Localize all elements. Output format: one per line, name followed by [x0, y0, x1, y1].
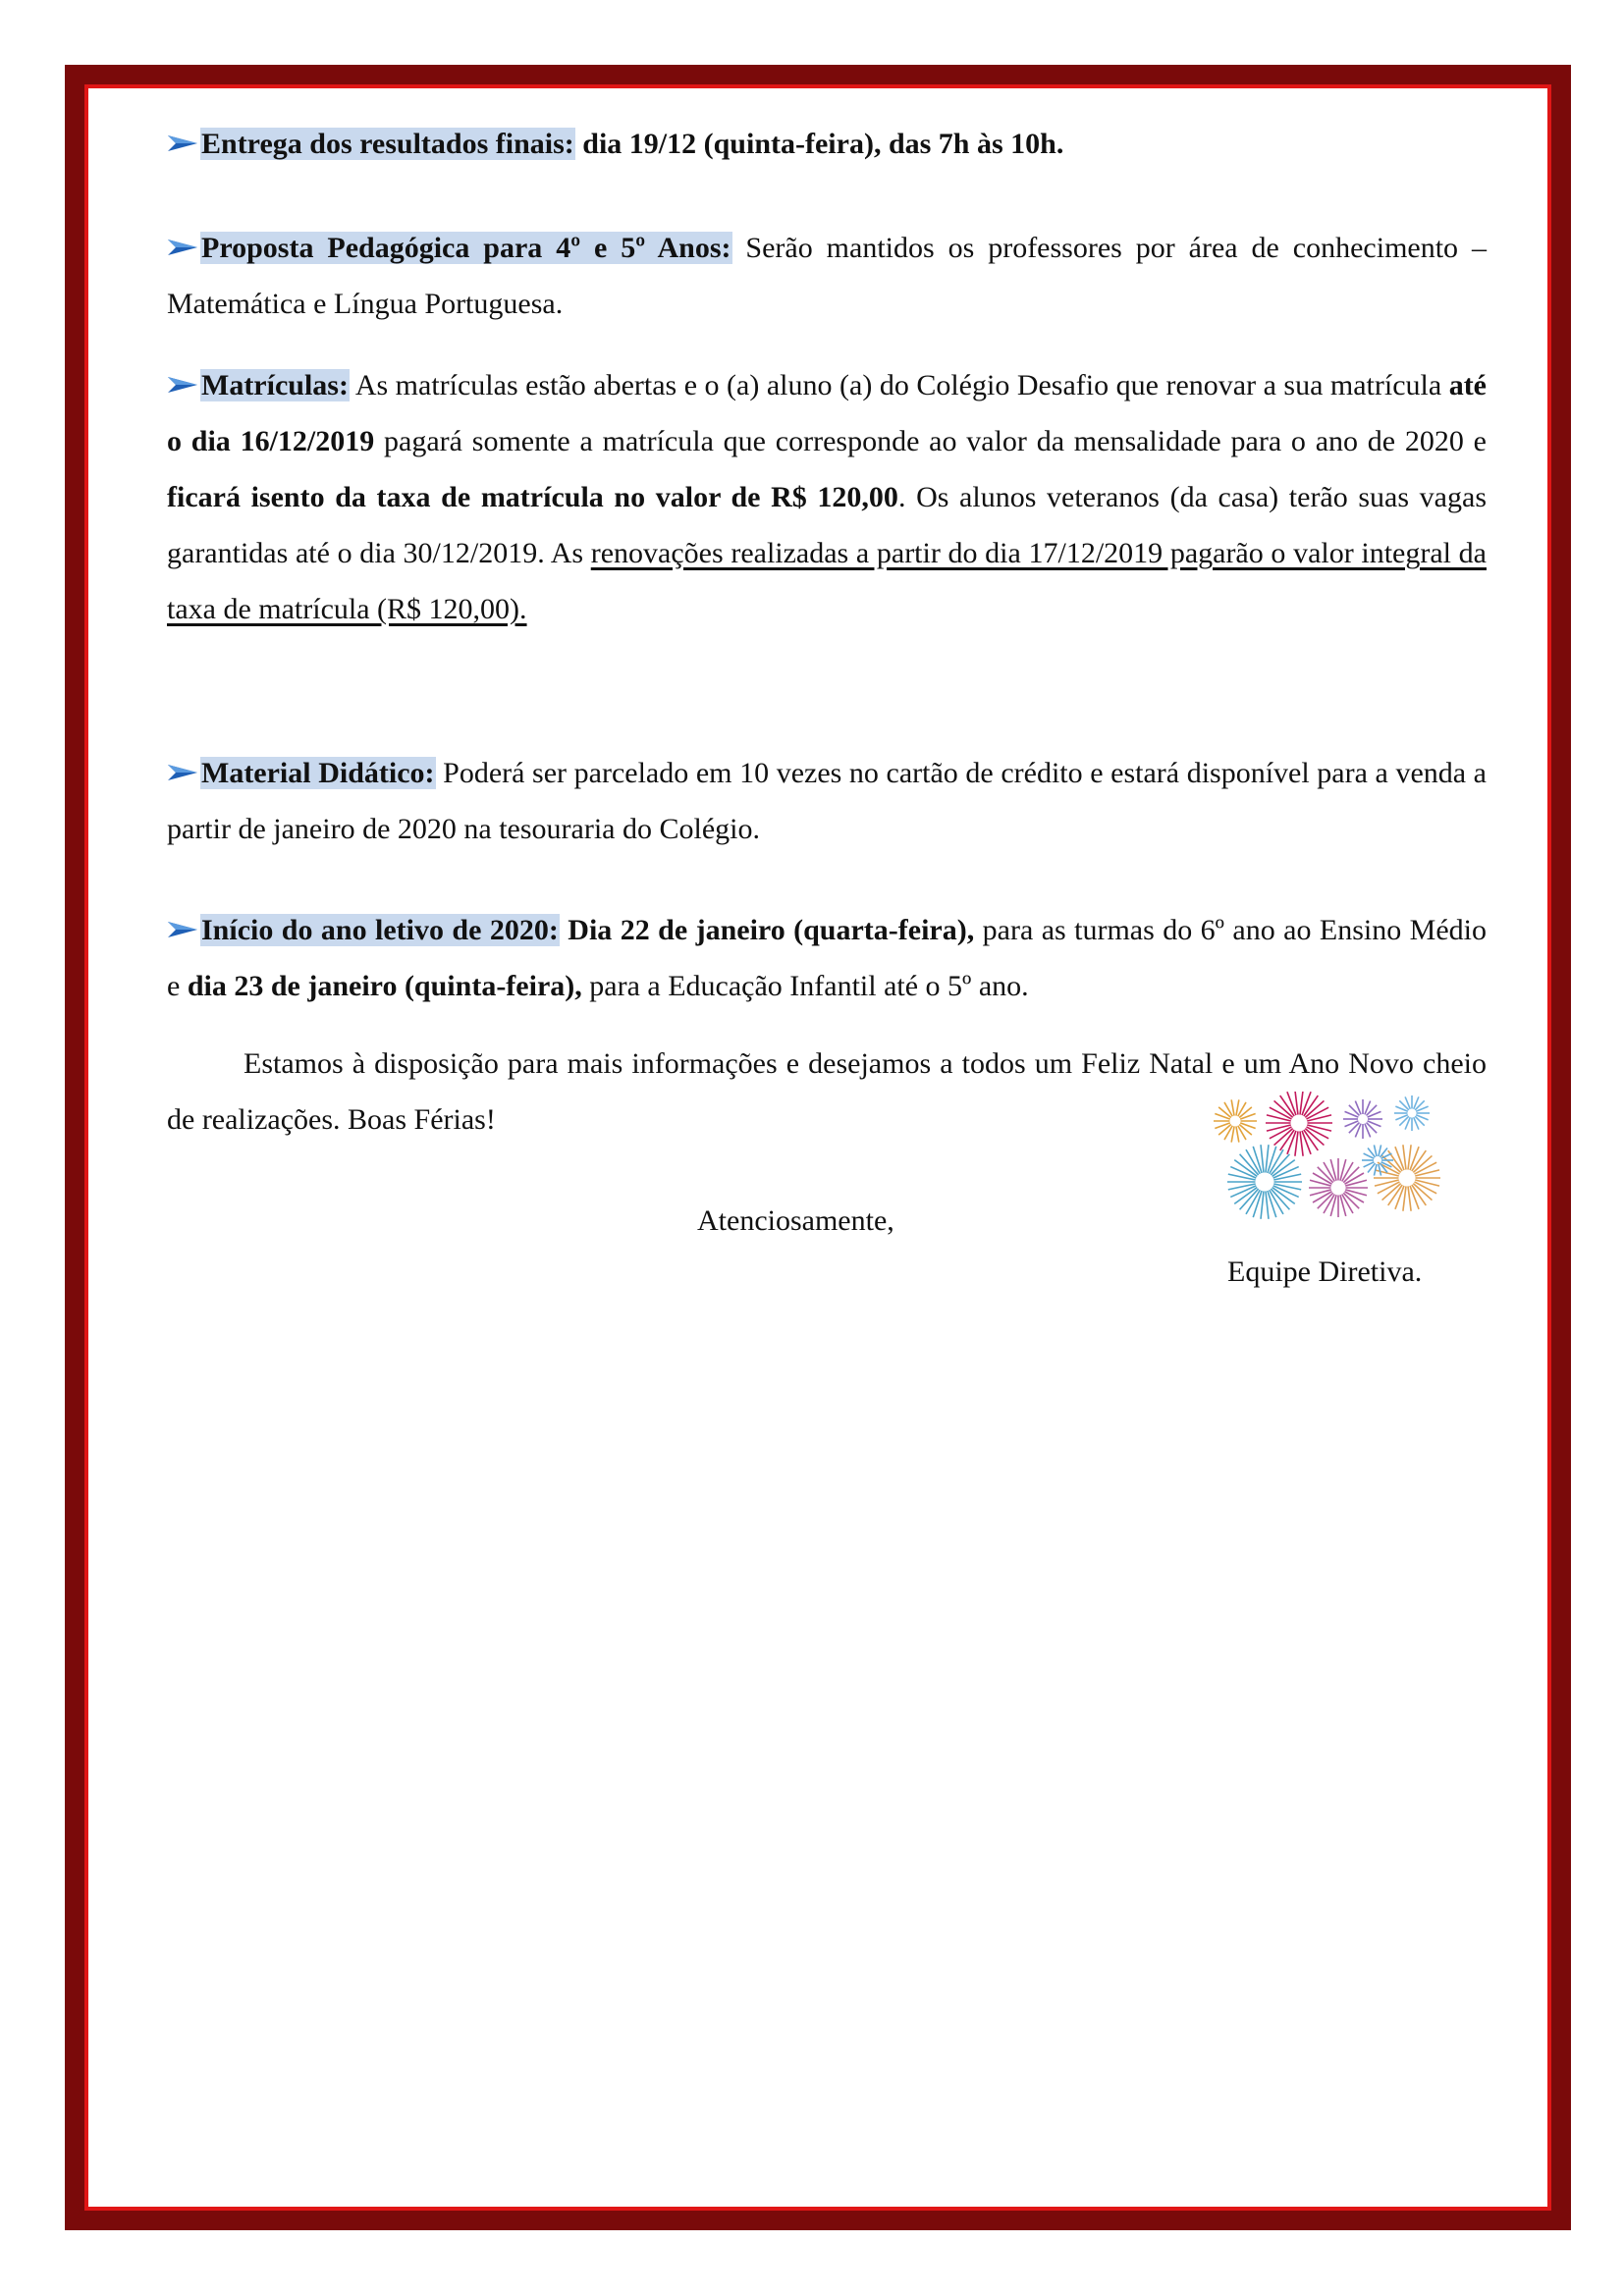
firework-spark — [1266, 1145, 1269, 1172]
section-text: Poderá ser parcelado em 10 vezes no cartão de crédito e estará disponível para a venda a partir de janeiro de 2020 na tesouraria do Colégio. — [167, 757, 1487, 845]
fireworks-icon — [1206, 1092, 1475, 1229]
arrow-bullet-icon — [167, 133, 198, 154]
firework-spark — [1228, 1174, 1256, 1180]
firework-spark — [1379, 1164, 1381, 1176]
firework-spark — [1374, 1145, 1377, 1156]
firework-spark — [1267, 1115, 1291, 1121]
section-results — [167, 116, 1487, 172]
late-renewal-notice: renovações realizadas a partir do dia 17/12/2019 pagarão o valor integral da taxa de matrícula (R$ 120,00). — [167, 537, 1487, 625]
firework-spark — [1403, 1186, 1406, 1210]
signature: Equipe Diretiva. — [1227, 1255, 1423, 1288]
arrow-bullet-icon — [167, 237, 198, 258]
firework-spark — [1224, 1126, 1232, 1140]
closing-paragraph: Estamos à disposição para mais informações e desejamos a todos um Feliz Natal e um Ano Novo cheio de realizações. Boas Férias! — [167, 1047, 1487, 1136]
firework-spark — [1379, 1145, 1381, 1156]
firework-spark — [1266, 1191, 1269, 1218]
firework-spark — [1415, 1180, 1439, 1186]
firework-spark — [1295, 1092, 1298, 1115]
firework-spark — [1307, 1115, 1331, 1121]
firework-spark — [1228, 1184, 1256, 1190]
firework-spark — [1224, 1102, 1232, 1116]
sign-off: Atenciosamente, — [697, 1204, 894, 1237]
section-pedagogical-proposal — [167, 220, 1487, 332]
firework-spark — [1408, 1186, 1411, 1210]
firework-spark — [1403, 1145, 1406, 1169]
section-text: As matrículas estão abertas e o (a) aluno (a) do Colégio Desafio que renovar a sua matrícula — [349, 369, 1449, 401]
firework-spark — [1267, 1125, 1291, 1131]
firework-spark — [1300, 1131, 1303, 1155]
section-heading: Entrega dos resultados finais: — [201, 128, 574, 160]
deadline-date: até o dia 16/12/2019 — [167, 369, 1487, 457]
firework-spark — [1273, 1174, 1301, 1180]
start-date-lower: dia 23 de janeiro (quinta-feira), — [187, 970, 582, 1002]
section-text: Serão mantidos os professores por área de conhecimento – Matemática e Língua Portuguesa. — [167, 232, 1487, 320]
firework-spark — [1307, 1125, 1331, 1131]
section-text: . Os alunos veteranos (da casa) terão suas vagas garantidas até o dia 30/12/2019. As — [167, 481, 1487, 569]
section-school-year-start — [167, 902, 1487, 1014]
section-heading: Início do ano letivo de 2020: — [201, 914, 559, 946]
arrow-bullet-icon — [167, 919, 198, 940]
firework-spark — [1408, 1145, 1411, 1169]
firework-spark — [1261, 1191, 1264, 1218]
firework-spark — [1236, 1099, 1239, 1115]
section-didactic-material — [167, 745, 1487, 857]
section-heading: Proposta Pedagógica para 4º e 5º Anos: — [201, 232, 731, 264]
section-text: para a Educação Infantil até o 5º ano. — [581, 970, 1029, 1002]
firework-spark — [1300, 1092, 1303, 1115]
firework-spark — [1273, 1184, 1301, 1190]
firework-spark — [1295, 1131, 1298, 1155]
firework-spark — [1238, 1126, 1246, 1140]
section-heading: Matrículas: — [201, 369, 349, 401]
firework-spark — [1231, 1099, 1234, 1115]
firework-spark — [1236, 1126, 1239, 1142]
fee-exemption: ficará isento da taxa de matrícula no valor de R$ 120,00 — [167, 481, 898, 513]
firework-spark — [1238, 1102, 1246, 1116]
section-text: para as turmas do 6º ano ao Ensino Médio e — [167, 914, 1487, 1002]
firework-spark — [1375, 1180, 1399, 1186]
arrow-bullet-icon — [167, 762, 198, 783]
firework-spark — [1415, 1170, 1439, 1176]
section-heading: Material Didático: — [201, 757, 435, 789]
firework-spark — [1231, 1126, 1234, 1142]
section-text: dia 19/12 (quinta-feira), das 7h às 10h. — [574, 128, 1064, 160]
section-enrollment — [167, 357, 1487, 637]
firework-spark — [1261, 1145, 1264, 1172]
section-text: pagará somente a matrícula que corresponde ao valor da mensalidade para o ano de 2020 e — [374, 425, 1487, 457]
arrow-bullet-icon — [167, 374, 198, 396]
start-date-upper: Dia 22 de janeiro (quarta-feira), — [559, 914, 975, 946]
